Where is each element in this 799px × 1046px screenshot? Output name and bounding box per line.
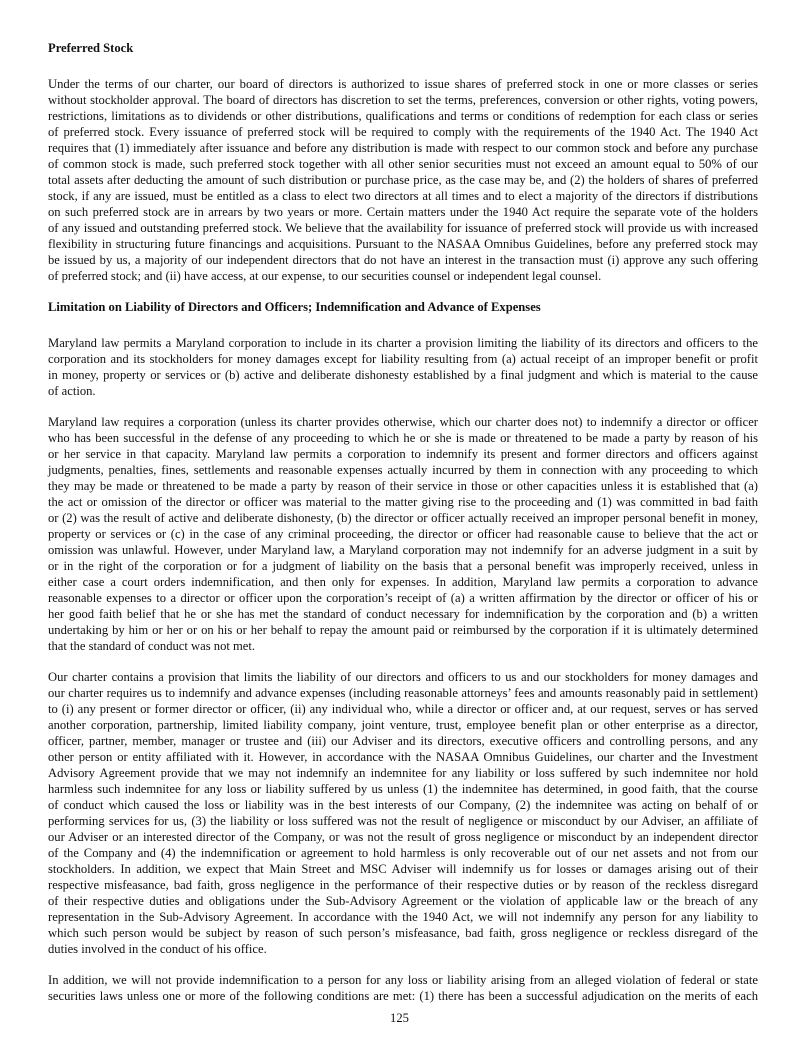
text-line: respective misfeasance, bad faith, gross negligence in the performance of their respective duties or by reason of the reckless disregard — [48, 878, 758, 892]
text-line: of action. — [48, 384, 96, 398]
text-line: stockholders. In addition, we expect that Main Street and MSC Adviser will indemnify us for losses or damages arising out of their — [48, 862, 758, 876]
text-line: Our charter contains a provision that limits the liability of our directors and officers to us and our stockholders for money damages and — [48, 670, 758, 684]
text-line: of preferred stock. Every issuance of preferred stock will be required to comply with the requirements of the 1940 Act. The 1940 Act — [48, 125, 758, 139]
text-line: representation in the Sub-Advisory Agreement. In accordance with the 1940 Act, we will not indemnify any person for any liability to — [48, 910, 758, 924]
text-line: Maryland law requires a corporation (unless its charter provides otherwise, which our charter does not) to indemnify a director or officer — [48, 415, 758, 429]
page-number: 125 — [390, 1011, 409, 1025]
text-line: the act or omission of the director or officer was material to the matter giving rise to the proceeding and (1) was committed in bad faith — [48, 495, 758, 509]
section-heading: Limitation on Liability of Directors and Officers; Indemnification and Advance of Expenses — [48, 300, 541, 314]
text-line: on such preferred stock are in arrears by two years or more. Certain matters under the 1940 Act require the separate vote of the holders — [48, 205, 758, 219]
text-line: property or services or (c) in the case of any criminal proceeding, the director or officer had reasonable cause to believe that the act or — [48, 527, 758, 541]
text-line: to (i) any present or former director or officer, (ii) any individual who, while a director or officer and, at our request, serves or has served — [48, 702, 758, 716]
text-line: be issued by us, a majority of our independent directors that do not have an interest in the transaction must (i) approve any such offering — [48, 253, 758, 267]
text-line: Advisory Agreement provide that we may not indemnify an indemnitee for any liability or loss suffered by such indemnitee nor hold — [48, 766, 758, 780]
text-line: performing services for us, (3) the liability or loss suffered was not the result of negligence or misconduct by our Adviser, an affiliate of — [48, 814, 758, 828]
text-line: Maryland law permits a Maryland corporation to include in its charter a provision limiting the liability of its directors and officers to the — [48, 336, 758, 350]
text-line: reasonable expenses to a director or officer upon the corporation’s receipt of (a) a written affirmation by the director or officer of his or — [48, 591, 758, 605]
text-line: judgments, penalties, fines, settlements and reasonable expenses actually incurred by them in connection with any proceeding to which — [48, 463, 758, 477]
paragraph-spacer — [48, 399, 758, 414]
text-line: harmless such indemnitee for any loss or liability suffered by us unless (1) the indemnitee has determined, in good faith, that the course — [48, 782, 758, 796]
body-paragraph — [48, 76, 758, 284]
text-line: restrictions, limitations as to dividends or other distributions, qualifications and terms or conditions of redemption for each class or series — [48, 109, 758, 123]
text-line: corporation and its stockholders for money damages except for liability resulting from (a) actual receipt of an improper benefit or profit — [48, 352, 758, 366]
text-line: her good faith belief that he or she has met the standard of conduct necessary for indemnification by the corporation and (b) a written — [48, 607, 758, 621]
text-line: duties involved in the conduct of his office. — [48, 942, 267, 956]
text-line: or her service in that capacity. Maryland law permits a corporation to indemnify its present and former directors and officers against — [48, 447, 758, 461]
text-line: of preferred stock; and (ii) have access, at our expense, to our securities counsel or independent legal counsel. — [48, 269, 602, 283]
text-line: flexibility in structuring future financings and acquisitions. Pursuant to the NASAA Omnibus Guidelines, before any preferred stock may — [48, 237, 758, 251]
paragraph-spacer — [48, 957, 758, 972]
text-line: of common stock is made, such preferred stock together with all other senior securities must not exceed an amount equal to 50% of our — [48, 157, 758, 171]
text-line: without stockholder approval. The board of directors has discretion to set the terms, preferences, conversion or other rights, voting powers, — [48, 93, 758, 107]
text-line: which such person would be subject by reason of such person’s misfeasance, bad faith, gross negligence or reckless disregard of the — [48, 926, 758, 940]
text-line: stock, if any are issued, must be entitled as a class to elect two directors at all times and to elect a majority of the directors if distributions — [48, 189, 758, 203]
text-line: of their respective duties and obligations under the Sub-Advisory Agreement or the violation of applicable law or the breach of any — [48, 894, 758, 908]
text-line: or (2) was the result of active and deliberate dishonesty, (b) the director or officer actually received an improper personal benefit in money, — [48, 511, 758, 525]
text-line: another corporation, partnership, limited liability company, joint venture, trust, employee benefit plan or other enterprise as a director, — [48, 718, 758, 732]
text-line: either case a court orders indemnification, and then only for expenses. In addition, Maryland law permits a corporation to advance — [48, 575, 758, 589]
paragraph-spacer — [48, 56, 758, 76]
body-paragraph — [48, 414, 758, 654]
text-line: omission was unlawful. However, under Maryland law, a Maryland corporation may not indemnify for an adverse judgment in a suit by — [48, 543, 758, 557]
text-line: our charter requires us to indemnify and advance expenses (including reasonable attorneys’ fees and amounts reasonably paid in settlement) — [48, 686, 758, 700]
body-paragraph — [48, 669, 758, 957]
text-line: officer, partner, member, manager or trustee and (iii) our Adviser and its directors, executive officers and controlling persons, and any — [48, 734, 758, 748]
section-spacer — [48, 284, 758, 299]
text-line: securities laws unless one or more of the following conditions are met: (1) there has been a successful adjudication on the merits of each — [48, 989, 758, 1003]
text-line: of any issued and outstanding preferred stock. We believe that the availability for issuance of preferred stock will provide us with increased — [48, 221, 758, 235]
paragraph-spacer — [48, 654, 758, 669]
text-line: who has been successful in the defense of any proceeding to which he or she is made or threatened to be made a party by reason of his — [48, 431, 758, 445]
text-line: or in the right of the corporation or for a judgment of liability on the basis that a personal benefit was improperly received, unless in — [48, 559, 758, 573]
text-line: that the standard of conduct was not met. — [48, 639, 256, 653]
text-line: requires that (1) immediately after issuance and before any distribution is made with respect to our common stock and before any purchase — [48, 141, 758, 155]
body-paragraph — [48, 972, 758, 1004]
text-line: our Adviser or an interested director of the Company, or was not the result of gross negligence or misconduct by an independent director — [48, 830, 758, 844]
section-heading: Preferred Stock — [48, 41, 134, 55]
text-line: other person or entity affiliated with it. However, in accordance with the NASAA Omnibus Guidelines, our charter and the Investment — [48, 750, 758, 764]
body-paragraph — [48, 335, 758, 399]
paragraph-spacer — [48, 315, 758, 335]
text-line: total assets after deducting the amount of such distribution or purchase price, as the case may be, and (2) the holders of shares of preferred — [48, 173, 758, 187]
text-line: in money, property or services or (b) active and deliberate dishonesty established by a final judgment and which is material to the cause — [48, 368, 758, 382]
text-line: of conduct which caused the loss or liability was in the best interests of our Company, (2) the indemnitee was acting on behalf of or — [48, 798, 758, 812]
document-page — [48, 0, 758, 1004]
text-line: they may be made or threatened to be made a party by reason of their service in those or other capacities unless it is established that (a) — [48, 479, 758, 493]
text-line: undertaking by him or her or on his or her behalf to repay the amount paid or reimbursed by the corporation if it is ultimately determined — [48, 623, 758, 637]
text-line: In addition, we will not provide indemnification to a person for any loss or liability arising from an alleged violation of federal or state — [48, 973, 758, 987]
text-line: of the Company and (4) the indemnification or agreement to hold harmless is only recoverable out of our net assets and not from our — [48, 846, 758, 860]
text-line: Under the terms of our charter, our board of directors is authorized to issue shares of preferred stock in one or more classes or series — [48, 77, 758, 91]
